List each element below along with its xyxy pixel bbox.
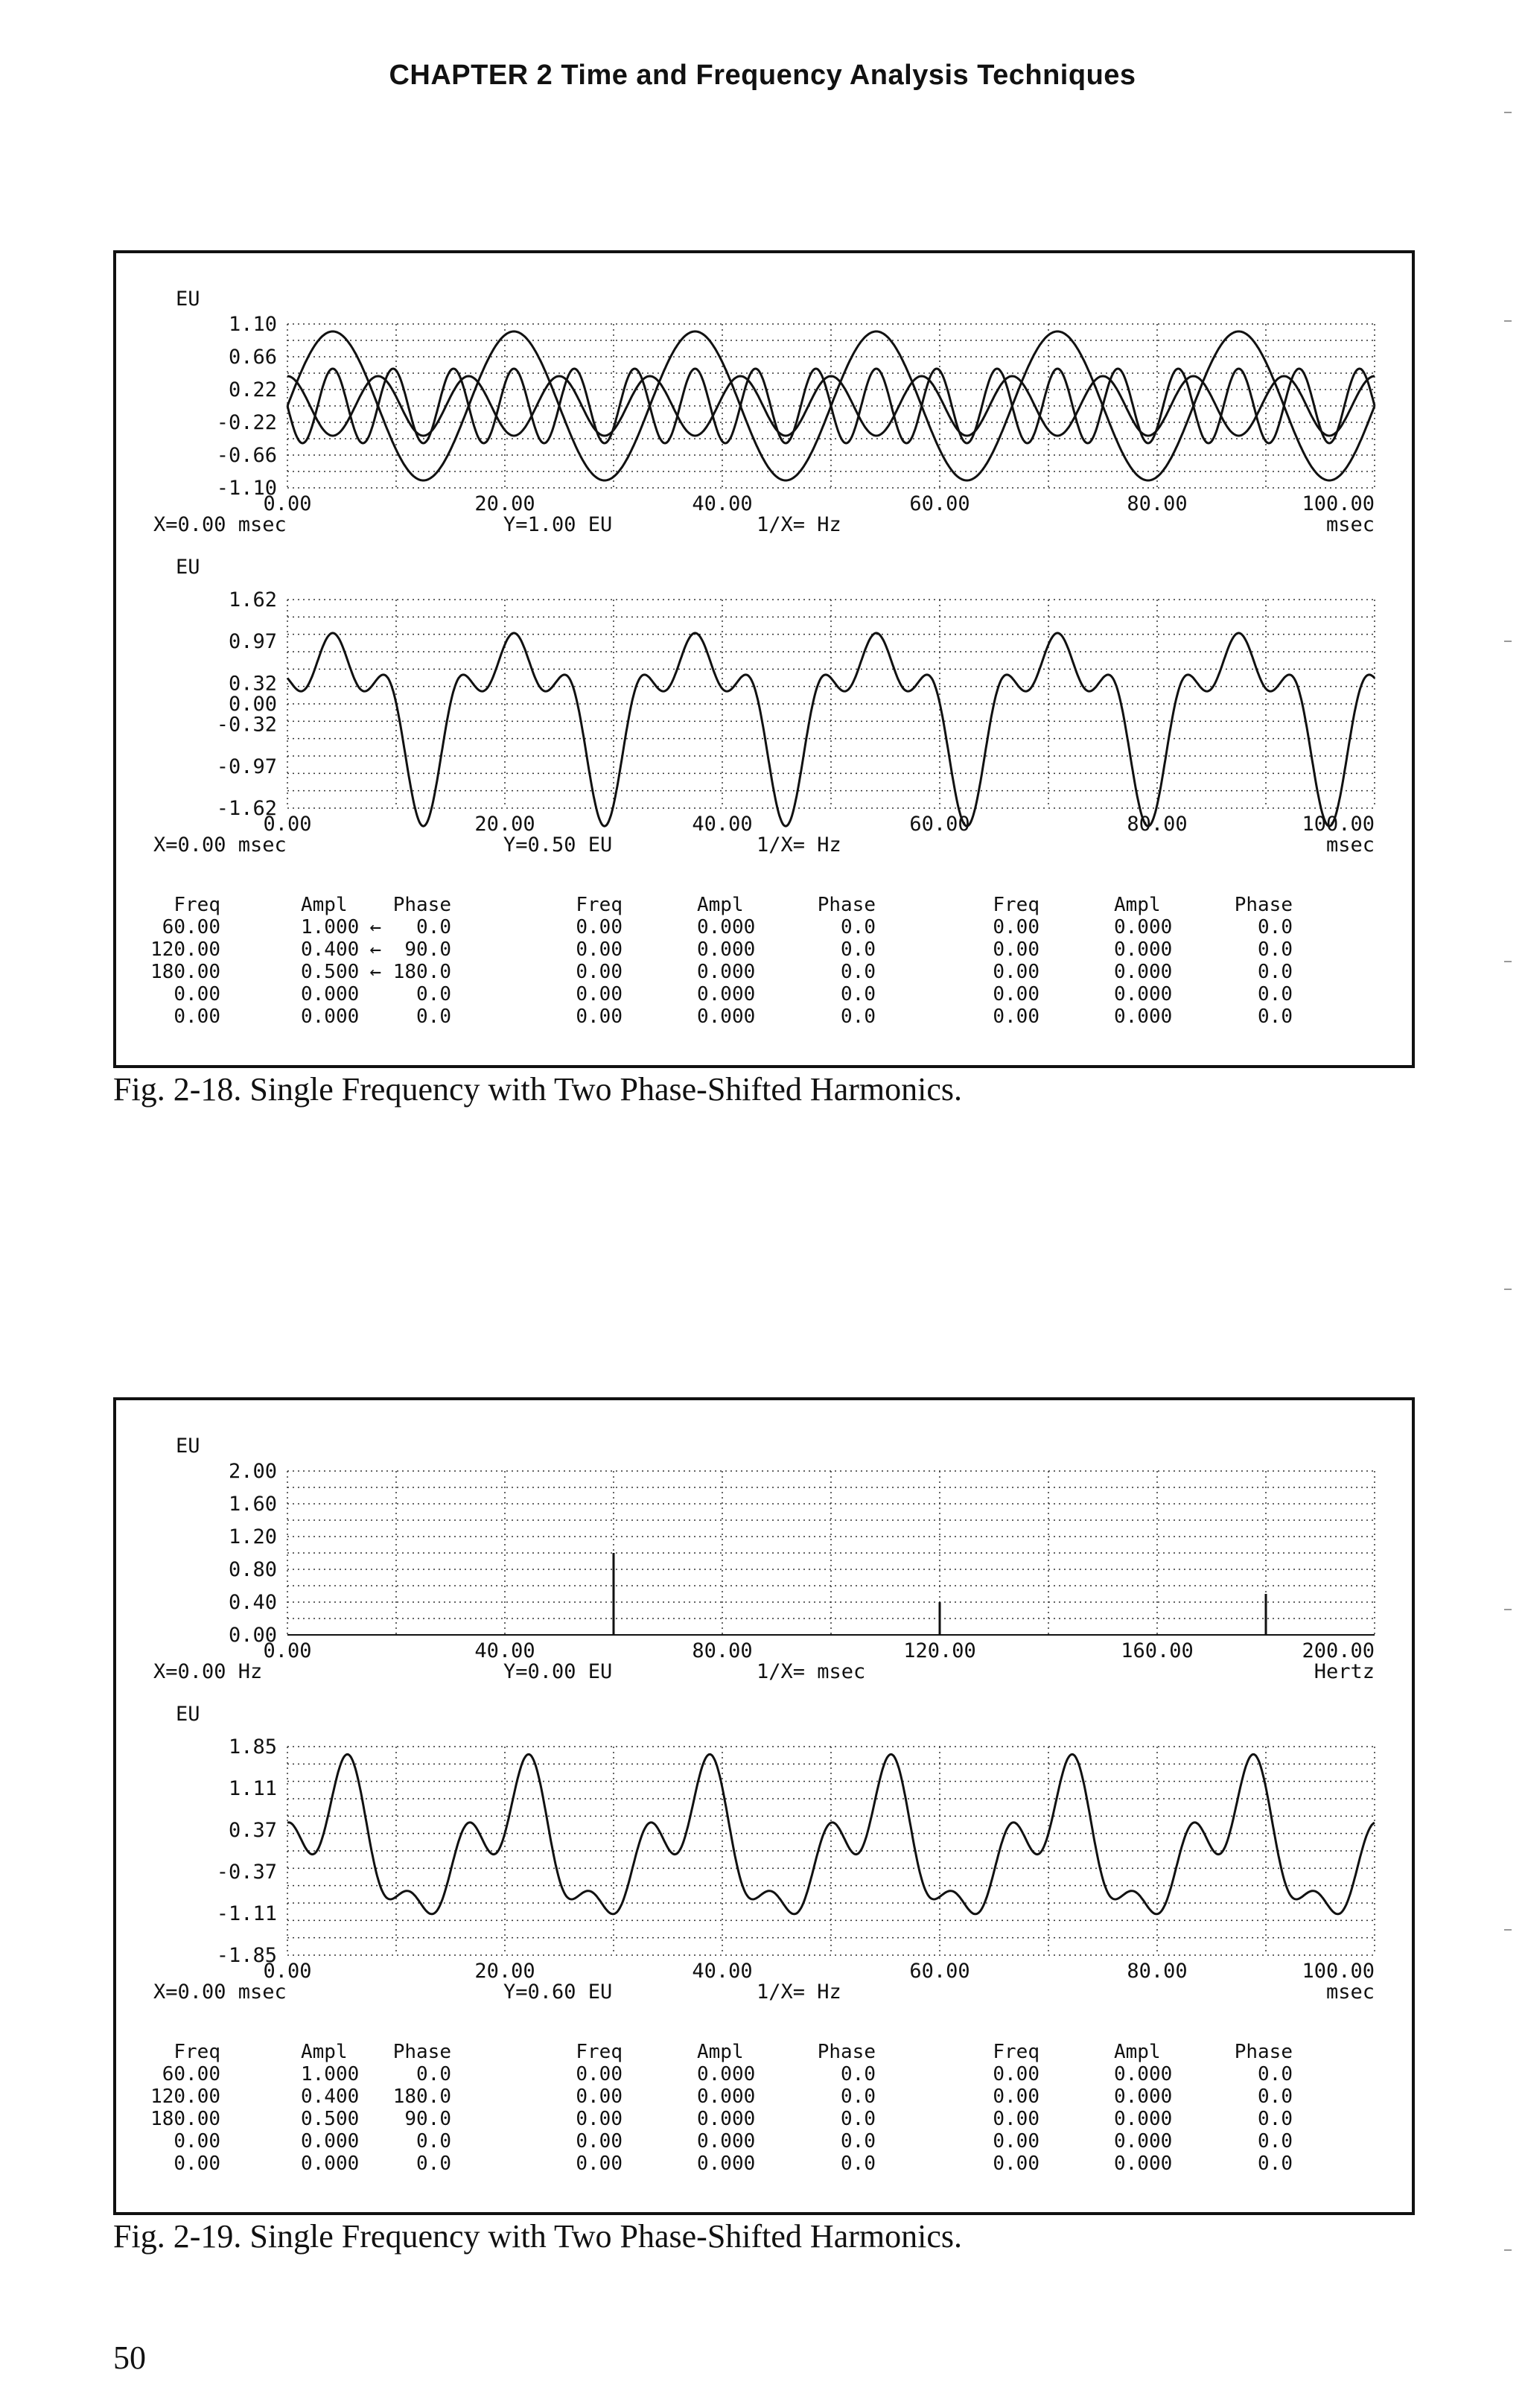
margin-mark bbox=[1504, 1929, 1512, 1931]
table-header-freq: Freq bbox=[173, 894, 220, 916]
table-header-ampl: Ampl bbox=[1114, 894, 1161, 916]
table-header-ampl: Ampl bbox=[697, 2041, 744, 2063]
status-cursor-y: Y=0.50 EU bbox=[503, 833, 613, 857]
table-cell-freq: 0.00 bbox=[993, 938, 1040, 961]
x-tick-label: 20.00 bbox=[474, 1960, 535, 1983]
table-cell-ampl: 0.000 bbox=[301, 1006, 360, 1028]
table-cell-ampl: 0.000 bbox=[1114, 2108, 1173, 2130]
table-cell-freq: 0.00 bbox=[576, 2108, 623, 2130]
y-tick-label: -1.85 bbox=[216, 1944, 277, 1967]
table-cell-ampl: 0.000 bbox=[1114, 961, 1173, 983]
table-header-freq: Freq bbox=[576, 2041, 623, 2063]
table-cell-ampl: 0.000 bbox=[697, 2108, 756, 2130]
y-tick-label: 0.40 bbox=[228, 1591, 277, 1614]
table-cell-freq: 0.00 bbox=[993, 2130, 1040, 2153]
table-cell-freq: 0.00 bbox=[993, 961, 1040, 983]
table-cell-ampl: 0.000 bbox=[1114, 1006, 1173, 1028]
table-cell-phase: 180.0 bbox=[392, 2085, 451, 2108]
status-units: msec bbox=[1325, 1980, 1375, 2004]
x-tick-label: 80.00 bbox=[1127, 1960, 1188, 1983]
x-tick-label: 20.00 bbox=[474, 813, 535, 836]
table-cell-phase: ← 90.0 bbox=[369, 938, 451, 961]
y-tick-label: 0.37 bbox=[228, 1819, 277, 1842]
x-tick-label: 60.00 bbox=[909, 813, 970, 836]
table-cell-ampl: 0.000 bbox=[1114, 2063, 1173, 2085]
figure-2-19-plots bbox=[116, 1400, 1412, 2041]
table-header-phase: Phase bbox=[1234, 2041, 1293, 2063]
table-cell-phase: 0.0 bbox=[841, 2063, 876, 2085]
table-cell-phase: 0.0 bbox=[1258, 1006, 1293, 1028]
table-cell-freq: 0.00 bbox=[576, 1006, 623, 1028]
x-tick-label: 0.00 bbox=[263, 492, 312, 515]
figure-2-18 bbox=[113, 250, 1415, 1068]
margin-mark bbox=[1504, 641, 1512, 642]
y-tick-label: 1.85 bbox=[228, 1735, 277, 1759]
table-cell-ampl: 0.000 bbox=[1114, 916, 1173, 938]
table-cell-phase: 0.0 bbox=[841, 938, 876, 961]
table-cell-freq: 0.00 bbox=[576, 938, 623, 961]
table-cell-freq: 0.00 bbox=[993, 983, 1040, 1006]
table-cell-ampl: 1.000 bbox=[301, 916, 360, 938]
x-tick-label: 20.00 bbox=[474, 492, 535, 515]
table-cell-phase: 0.0 bbox=[841, 916, 876, 938]
status-reciprocal: 1/X= Hz bbox=[757, 513, 841, 536]
table-cell-ampl: 0.000 bbox=[1114, 2085, 1173, 2108]
x-tick-label: 0.00 bbox=[263, 1960, 312, 1983]
table-cell-ampl: 0.000 bbox=[301, 2130, 360, 2153]
figure-2-18-plots bbox=[116, 253, 1412, 894]
table-cell-freq: 0.00 bbox=[576, 2153, 623, 2175]
table-cell-freq: 180.00 bbox=[150, 2108, 220, 2130]
x-tick-label: 40.00 bbox=[692, 492, 753, 515]
table-cell-phase: ← 0.0 bbox=[369, 916, 451, 938]
table-cell-freq: 120.00 bbox=[150, 2085, 220, 2108]
y-tick-label: 0.00 bbox=[228, 693, 277, 716]
table-cell-phase: 90.0 bbox=[404, 2108, 451, 2130]
y-tick-label: 1.10 bbox=[228, 313, 277, 336]
table-cell-ampl: 0.000 bbox=[697, 2085, 756, 2108]
table-header-ampl: Ampl bbox=[301, 894, 348, 916]
table-cell-phase: 0.0 bbox=[416, 2130, 451, 2153]
status-cursor-x: X=0.00 msec bbox=[153, 513, 287, 536]
table-header-freq: Freq bbox=[993, 2041, 1040, 2063]
status-units: Hertz bbox=[1314, 1660, 1375, 1683]
table-cell-freq: 60.00 bbox=[162, 2063, 220, 2085]
y-tick-label: 0.32 bbox=[228, 672, 277, 696]
status-cursor-x: X=0.00 msec bbox=[153, 833, 287, 857]
table-cell-freq: 0.00 bbox=[993, 916, 1040, 938]
table-header-phase: Phase bbox=[817, 2041, 876, 2063]
table-header-ampl: Ampl bbox=[1114, 2041, 1161, 2063]
x-tick-label: 0.00 bbox=[263, 813, 312, 836]
y-tick-label: -1.11 bbox=[216, 1902, 277, 1925]
y-tick-label: 1.20 bbox=[228, 1525, 277, 1548]
table-cell-phase: 0.0 bbox=[1258, 938, 1293, 961]
table-cell-freq: 0.00 bbox=[173, 2130, 220, 2153]
table-cell-phase: 0.0 bbox=[1258, 2085, 1293, 2108]
table-cell-phase: 0.0 bbox=[416, 983, 451, 1006]
table-cell-freq: 0.00 bbox=[993, 2085, 1040, 2108]
status-cursor-y: Y=0.00 EU bbox=[503, 1660, 613, 1683]
margin-mark bbox=[1504, 2249, 1512, 2251]
table-cell-phase: 0.0 bbox=[841, 2153, 876, 2175]
table-cell-freq: 0.00 bbox=[576, 2063, 623, 2085]
table-cell-ampl: 0.000 bbox=[697, 1006, 756, 1028]
x-tick-label: 40.00 bbox=[692, 813, 753, 836]
table-cell-freq: 0.00 bbox=[576, 2085, 623, 2108]
y-tick-label: 1.62 bbox=[228, 588, 277, 611]
table-header-freq: Freq bbox=[993, 894, 1040, 916]
x-tick-label: 120.00 bbox=[903, 1639, 976, 1662]
table-cell-freq: 0.00 bbox=[173, 983, 220, 1006]
table-cell-freq: 0.00 bbox=[576, 916, 623, 938]
figure-2-18-caption: Fig. 2-18. Single Frequency with Two Phase-Shifted Harmonics. bbox=[113, 1071, 962, 1108]
table-cell-phase: 0.0 bbox=[416, 2153, 451, 2175]
table-cell-freq: 0.00 bbox=[173, 1006, 220, 1028]
table-header-phase: Phase bbox=[1234, 894, 1293, 916]
x-tick-label: 160.00 bbox=[1121, 1639, 1194, 1662]
table-cell-ampl: 0.000 bbox=[301, 2153, 360, 2175]
y-tick-label: 0.80 bbox=[228, 1558, 277, 1581]
status-cursor-y: Y=1.00 EU bbox=[503, 513, 613, 536]
table-cell-ampl: 0.400 bbox=[301, 2085, 360, 2108]
y-tick-label: 2.00 bbox=[228, 1460, 277, 1483]
table-header-phase: Phase bbox=[817, 894, 876, 916]
table-cell-freq: 0.00 bbox=[576, 983, 623, 1006]
y-tick-label: -0.66 bbox=[216, 444, 277, 467]
status-reciprocal: 1/X= Hz bbox=[757, 833, 841, 857]
figure-2-19-table bbox=[116, 2041, 1412, 2190]
figure-2-19-caption: Fig. 2-19. Single Frequency with Two Phase-Shifted Harmonics. bbox=[113, 2218, 962, 2255]
table-cell-freq: 120.00 bbox=[150, 938, 220, 961]
chapter-header: CHAPTER 2 Time and Frequency Analysis Techniques bbox=[389, 60, 1136, 91]
status-reciprocal: 1/X= msec bbox=[757, 1660, 866, 1683]
y-tick-label: -0.37 bbox=[216, 1861, 277, 1884]
table-cell-freq: 0.00 bbox=[576, 2130, 623, 2153]
table-cell-phase: 0.0 bbox=[1258, 2108, 1293, 2130]
y-unit-label: EU bbox=[176, 556, 200, 579]
table-cell-freq: 0.00 bbox=[576, 961, 623, 983]
table-cell-ampl: 0.500 bbox=[301, 2108, 360, 2130]
table-cell-phase: 0.0 bbox=[1258, 2153, 1293, 2175]
margin-mark bbox=[1504, 961, 1512, 962]
y-tick-label: -1.10 bbox=[216, 477, 277, 500]
y-tick-label: 1.11 bbox=[228, 1777, 277, 1800]
table-cell-phase: 0.0 bbox=[1258, 961, 1293, 983]
status-cursor-x: X=0.00 msec bbox=[153, 1980, 287, 2004]
margin-mark bbox=[1504, 112, 1512, 113]
x-tick-label: 200.00 bbox=[1302, 1639, 1375, 1662]
y-tick-label: -0.32 bbox=[216, 713, 277, 737]
figure-2-19 bbox=[113, 1397, 1415, 2215]
table-cell-freq: 0.00 bbox=[173, 2153, 220, 2175]
table-cell-ampl: 1.000 bbox=[301, 2063, 360, 2085]
y-tick-label: 0.97 bbox=[228, 630, 277, 654]
y-tick-label: 0.22 bbox=[228, 378, 277, 401]
table-header-freq: Freq bbox=[173, 2041, 220, 2063]
y-unit-label: EU bbox=[176, 1435, 200, 1458]
table-cell-phase: 0.0 bbox=[416, 1006, 451, 1028]
margin-mark bbox=[1504, 320, 1512, 322]
x-tick-label: 0.00 bbox=[263, 1639, 312, 1662]
table-cell-ampl: 0.000 bbox=[697, 2130, 756, 2153]
x-tick-label: 40.00 bbox=[692, 1960, 753, 1983]
y-unit-label: EU bbox=[176, 1703, 200, 1726]
table-cell-freq: 180.00 bbox=[150, 961, 220, 983]
status-units: msec bbox=[1325, 513, 1375, 536]
table-header-ampl: Ampl bbox=[697, 894, 744, 916]
table-cell-phase: 0.0 bbox=[841, 961, 876, 983]
table-cell-ampl: 0.500 bbox=[301, 961, 360, 983]
table-cell-ampl: 0.000 bbox=[697, 961, 756, 983]
x-tick-label: 60.00 bbox=[909, 492, 970, 515]
table-cell-phase: 0.0 bbox=[841, 2108, 876, 2130]
table-cell-ampl: 0.000 bbox=[697, 2153, 756, 2175]
table-header-phase: Phase bbox=[392, 2041, 451, 2063]
y-tick-label: 0.66 bbox=[228, 346, 277, 369]
table-cell-phase: 0.0 bbox=[841, 983, 876, 1006]
table-header-ampl: Ampl bbox=[301, 2041, 348, 2063]
table-cell-phase: 0.0 bbox=[1258, 2063, 1293, 2085]
margin-mark bbox=[1504, 1609, 1512, 1610]
table-cell-phase: 0.0 bbox=[416, 2063, 451, 2085]
status-cursor-x: X=0.00 Hz bbox=[153, 1660, 263, 1683]
table-cell-phase: 0.0 bbox=[1258, 983, 1293, 1006]
x-tick-label: 100.00 bbox=[1302, 813, 1375, 836]
table-cell-phase: 0.0 bbox=[841, 2130, 876, 2153]
table-cell-phase: 0.0 bbox=[841, 2085, 876, 2108]
table-header-freq: Freq bbox=[576, 894, 623, 916]
table-cell-ampl: 0.000 bbox=[697, 2063, 756, 2085]
table-cell-freq: 0.00 bbox=[993, 2063, 1040, 2085]
table-cell-freq: 0.00 bbox=[993, 2108, 1040, 2130]
table-cell-phase: ← 180.0 bbox=[369, 961, 451, 983]
status-cursor-y: Y=0.60 EU bbox=[503, 1980, 613, 2004]
page-number: 50 bbox=[113, 2339, 146, 2376]
table-cell-ampl: 0.000 bbox=[697, 938, 756, 961]
figure-2-18-table bbox=[116, 894, 1412, 1043]
y-tick-label: 0.00 bbox=[228, 1624, 277, 1647]
y-tick-label: -0.22 bbox=[216, 411, 277, 434]
x-tick-label: 80.00 bbox=[1127, 492, 1188, 515]
y-tick-label: 1.60 bbox=[228, 1493, 277, 1516]
table-cell-phase: 0.0 bbox=[841, 1006, 876, 1028]
y-tick-label: -1.62 bbox=[216, 797, 277, 820]
table-cell-ampl: 0.000 bbox=[301, 983, 360, 1006]
table-cell-phase: 0.0 bbox=[1258, 2130, 1293, 2153]
table-cell-ampl: 0.000 bbox=[1114, 2130, 1173, 2153]
table-cell-phase: 0.0 bbox=[1258, 916, 1293, 938]
table-cell-freq: 0.00 bbox=[993, 1006, 1040, 1028]
table-cell-ampl: 0.000 bbox=[697, 916, 756, 938]
table-cell-ampl: 0.400 bbox=[301, 938, 360, 961]
status-reciprocal: 1/X= Hz bbox=[757, 1980, 841, 2004]
table-cell-ampl: 0.000 bbox=[1114, 2153, 1173, 2175]
table-header-phase: Phase bbox=[392, 894, 451, 916]
y-unit-label: EU bbox=[176, 288, 200, 311]
x-tick-label: 40.00 bbox=[474, 1639, 535, 1662]
x-tick-label: 80.00 bbox=[692, 1639, 753, 1662]
x-tick-label: 60.00 bbox=[909, 1960, 970, 1983]
table-cell-ampl: 0.000 bbox=[1114, 983, 1173, 1006]
x-tick-label: 80.00 bbox=[1127, 813, 1188, 836]
x-tick-label: 100.00 bbox=[1302, 1960, 1375, 1983]
table-cell-freq: 0.00 bbox=[993, 2153, 1040, 2175]
margin-mark bbox=[1504, 1289, 1512, 1290]
table-cell-ampl: 0.000 bbox=[1114, 938, 1173, 961]
table-cell-freq: 60.00 bbox=[162, 916, 220, 938]
table-cell-ampl: 0.000 bbox=[697, 983, 756, 1006]
x-tick-label: 100.00 bbox=[1302, 492, 1375, 515]
status-units: msec bbox=[1325, 833, 1375, 857]
composite-wave-line bbox=[287, 633, 1375, 826]
y-tick-label: -0.97 bbox=[216, 755, 277, 778]
